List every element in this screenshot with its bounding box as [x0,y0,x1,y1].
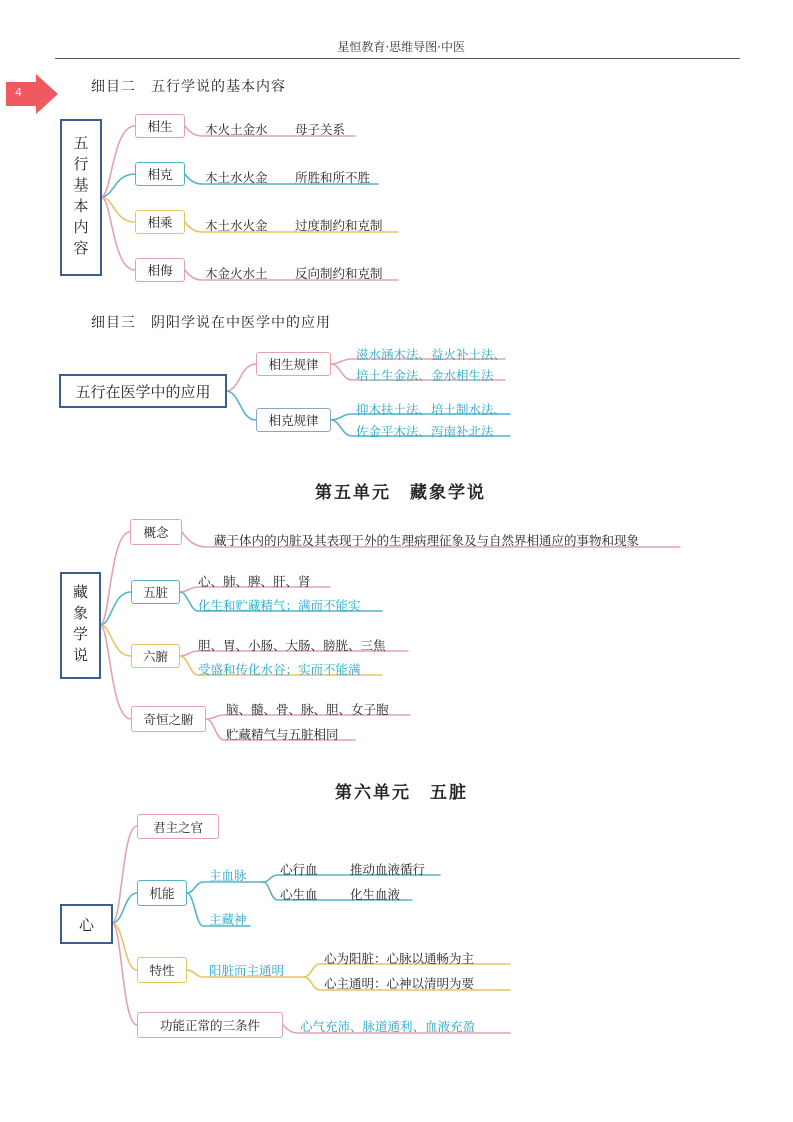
node-junzhu: 君主之官 [137,814,219,839]
node-qiheng: 奇恒之腑 [131,706,206,732]
xinshengxue-desc: 化生血液 [350,887,401,902]
wuzang-function: 化生和贮藏精气；满而不能实 [198,598,361,613]
xiangke-methods-line1: 抑木扶土法、培土制水法、 [356,402,507,417]
gongneng-text: 心气充沛、脉道通利、血液充盈 [300,1019,476,1034]
texing-line1: 心为阳脏：心脉以通畅为主 [324,951,475,966]
node-xiangcheng: 相乘 [135,210,185,234]
node-liufu: 六腑 [131,644,180,668]
xiangsheng-methods-line1: 滋水涵木法、益火补土法、 [356,347,507,362]
liufu-function: 受盛和传化水谷；实而不能满 [198,662,361,677]
node-xiangsheng-guilv: 相生规律 [256,352,331,376]
section-title-yinyang-application: 细目三 阴阳学说在中医学中的应用 [91,315,331,331]
xiangke-methods-line2: 佐金平木法、泻南补北法 [356,424,494,439]
xinshengxue: 心生血 [280,887,318,902]
node-jineng: 机能 [137,880,187,906]
xiangwu-desc: 反向制约和克制 [295,266,383,281]
liufu-organs: 胆、胃、小肠、大肠、膀胱、三焦 [198,638,386,653]
node-concept: 概念 [130,519,182,545]
section-title-wuxing-content: 细目二 五行学说的基本内容 [91,79,286,95]
zhucangshen: 主藏神 [209,912,247,927]
root-wuxing-application: 五行在医学中的应用 [59,374,227,408]
node-xiangke: 相克 [135,162,185,186]
xiangsheng-desc: 母子关系 [295,122,346,137]
xiangsheng-methods-line2: 培土生金法、金水相生法 [356,368,494,383]
xiangcheng-sequence: 木土水火金 [205,218,268,233]
xinxingxue-desc: 推动血液循行 [350,862,426,877]
xiangke-desc: 所胜和所不胜 [295,170,371,185]
qiheng-organs: 脑、髓、骨、脉、胆、女子胞 [226,702,389,717]
xiangke-sequence: 木土水火金 [205,170,268,185]
texing-main: 阳脏而主通明 [209,963,285,978]
header-title: 星恒教育·思维导图·中医 [337,40,465,54]
zhuxuemai: 主血脉 [209,868,247,883]
unit-title-wuzang: 第六单元 五脏 [335,783,468,803]
node-gongneng: 功能正常的三条件 [137,1012,283,1038]
node-xiangke-guilv: 相克规律 [256,408,331,432]
texing-line2: 心主通明：心神以清明为要 [324,976,475,991]
concept-text: 藏于体内的内脏及其表现于外的生理病理征象及与自然界相通应的事物和现象 [214,533,640,548]
xinxingxue: 心行血 [280,862,318,877]
root-wuxing-content: 五行基本内容 [60,119,102,276]
node-xiangsheng: 相生 [135,114,185,138]
xiangsheng-sequence: 木火土金水 [205,122,268,137]
node-wuzang: 五脏 [131,580,180,604]
qiheng-function: 贮藏精气与五脏相同 [226,727,339,742]
node-texing: 特性 [137,957,187,983]
wuzang-organs: 心、肺、脾、肝、肾 [198,574,311,589]
xiangcheng-desc: 过度制约和克制 [295,218,383,233]
root-xin: 心 [60,904,113,944]
node-xiangwu: 相侮 [135,258,185,282]
root-zangxiang: 藏象学说 [60,572,101,679]
xiangwu-sequence: 木金火水土 [205,266,268,281]
page-number: 4 [15,86,22,99]
unit-title-zangxiang: 第五单元 藏象学说 [315,483,486,503]
